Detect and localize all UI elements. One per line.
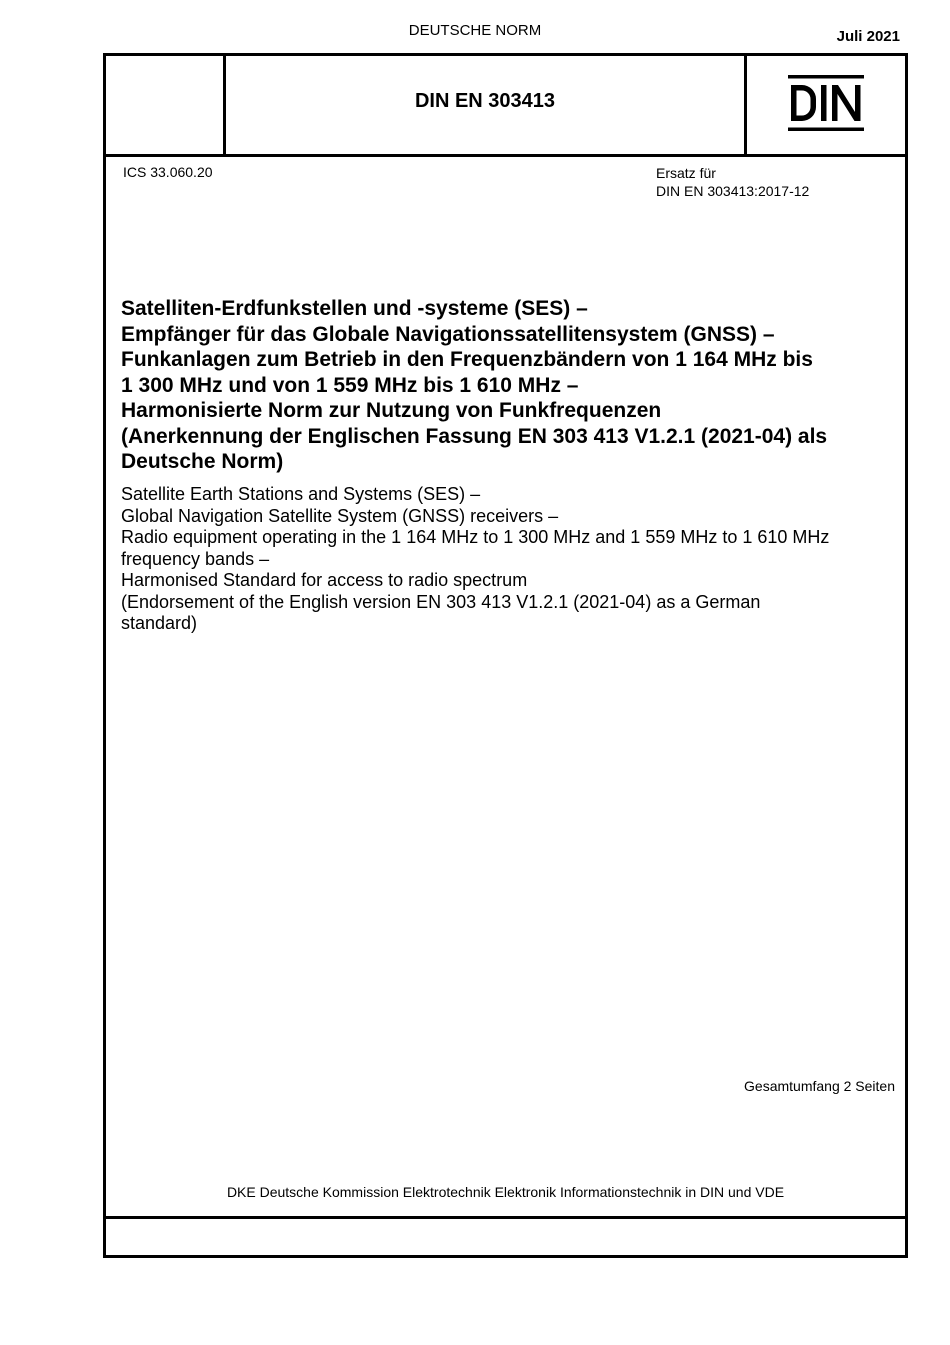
document-number: DIN EN 303413 [414, 89, 556, 112]
english-title-line: (Endorsement of the English version EN 303 413 V1.2.1 (2021-04) as a German [121, 591, 761, 612]
german-title-line: Empfänger für das Globale Navigationssatellitensystem (GNSS) – [121, 322, 775, 346]
german-title-line: Satelliten-Erdfunkstellen und -systeme (SES) – [121, 297, 588, 320]
footer-divider [106, 1216, 905, 1219]
replaces-label: Ersatz für [656, 165, 716, 181]
document-type-label: DEUTSCHE NORM [408, 22, 542, 39]
english-title-line: Harmonised Standard for access to radio spectrum [121, 570, 528, 590]
replaced-document: DIN EN 303413:2017-12 [656, 183, 810, 199]
english-title-line: frequency bands – [121, 548, 270, 569]
header-center-cell [226, 56, 747, 154]
english-title-line: Satellite Earth Stations and Systems (SES) – [121, 484, 481, 504]
committee-name: DKE Deutsche Kommission Elektrotechnik Elektronik Informationstechnik in DIN und VDE [226, 1184, 785, 1200]
german-title [121, 296, 891, 475]
german-title-line: (Anerkennung der Englischen Fassung EN 303 413 V1.2.1 (2021-04) als [121, 424, 828, 448]
header-row [106, 56, 905, 157]
replaces-info [656, 164, 809, 200]
german-title-line: Deutsche Norm) [121, 450, 284, 473]
din-logo [788, 75, 864, 131]
publication-date: Juli 2021 [836, 28, 900, 45]
german-title-line: 1 300 MHz und von 1 559 MHz bis 1 610 MHz – [121, 373, 579, 397]
document-frame [103, 53, 908, 1258]
header-right-cell [747, 56, 905, 154]
english-title-line: Radio equipment operating in the 1 164 MHz to 1 300 MHz and 1 559 MHz to 1 610 MHz [121, 527, 830, 547]
total-pages: Gesamtumfang 2 Seiten [744, 1078, 895, 1094]
english-title-line: Global Navigation Satellite System (GNSS) receivers – [121, 505, 559, 526]
english-title-line: standard) [121, 613, 198, 633]
german-title-line: Harmonisierte Norm zur Nutzung von Funkfrequenzen [121, 399, 662, 422]
ics-code: ICS 33.060.20 [123, 164, 213, 180]
english-title [121, 484, 896, 635]
german-title-line: Funkanlagen zum Betrieb in den Frequenzbändern von 1 164 MHz bis [121, 348, 813, 371]
header-left-cell [106, 56, 226, 154]
